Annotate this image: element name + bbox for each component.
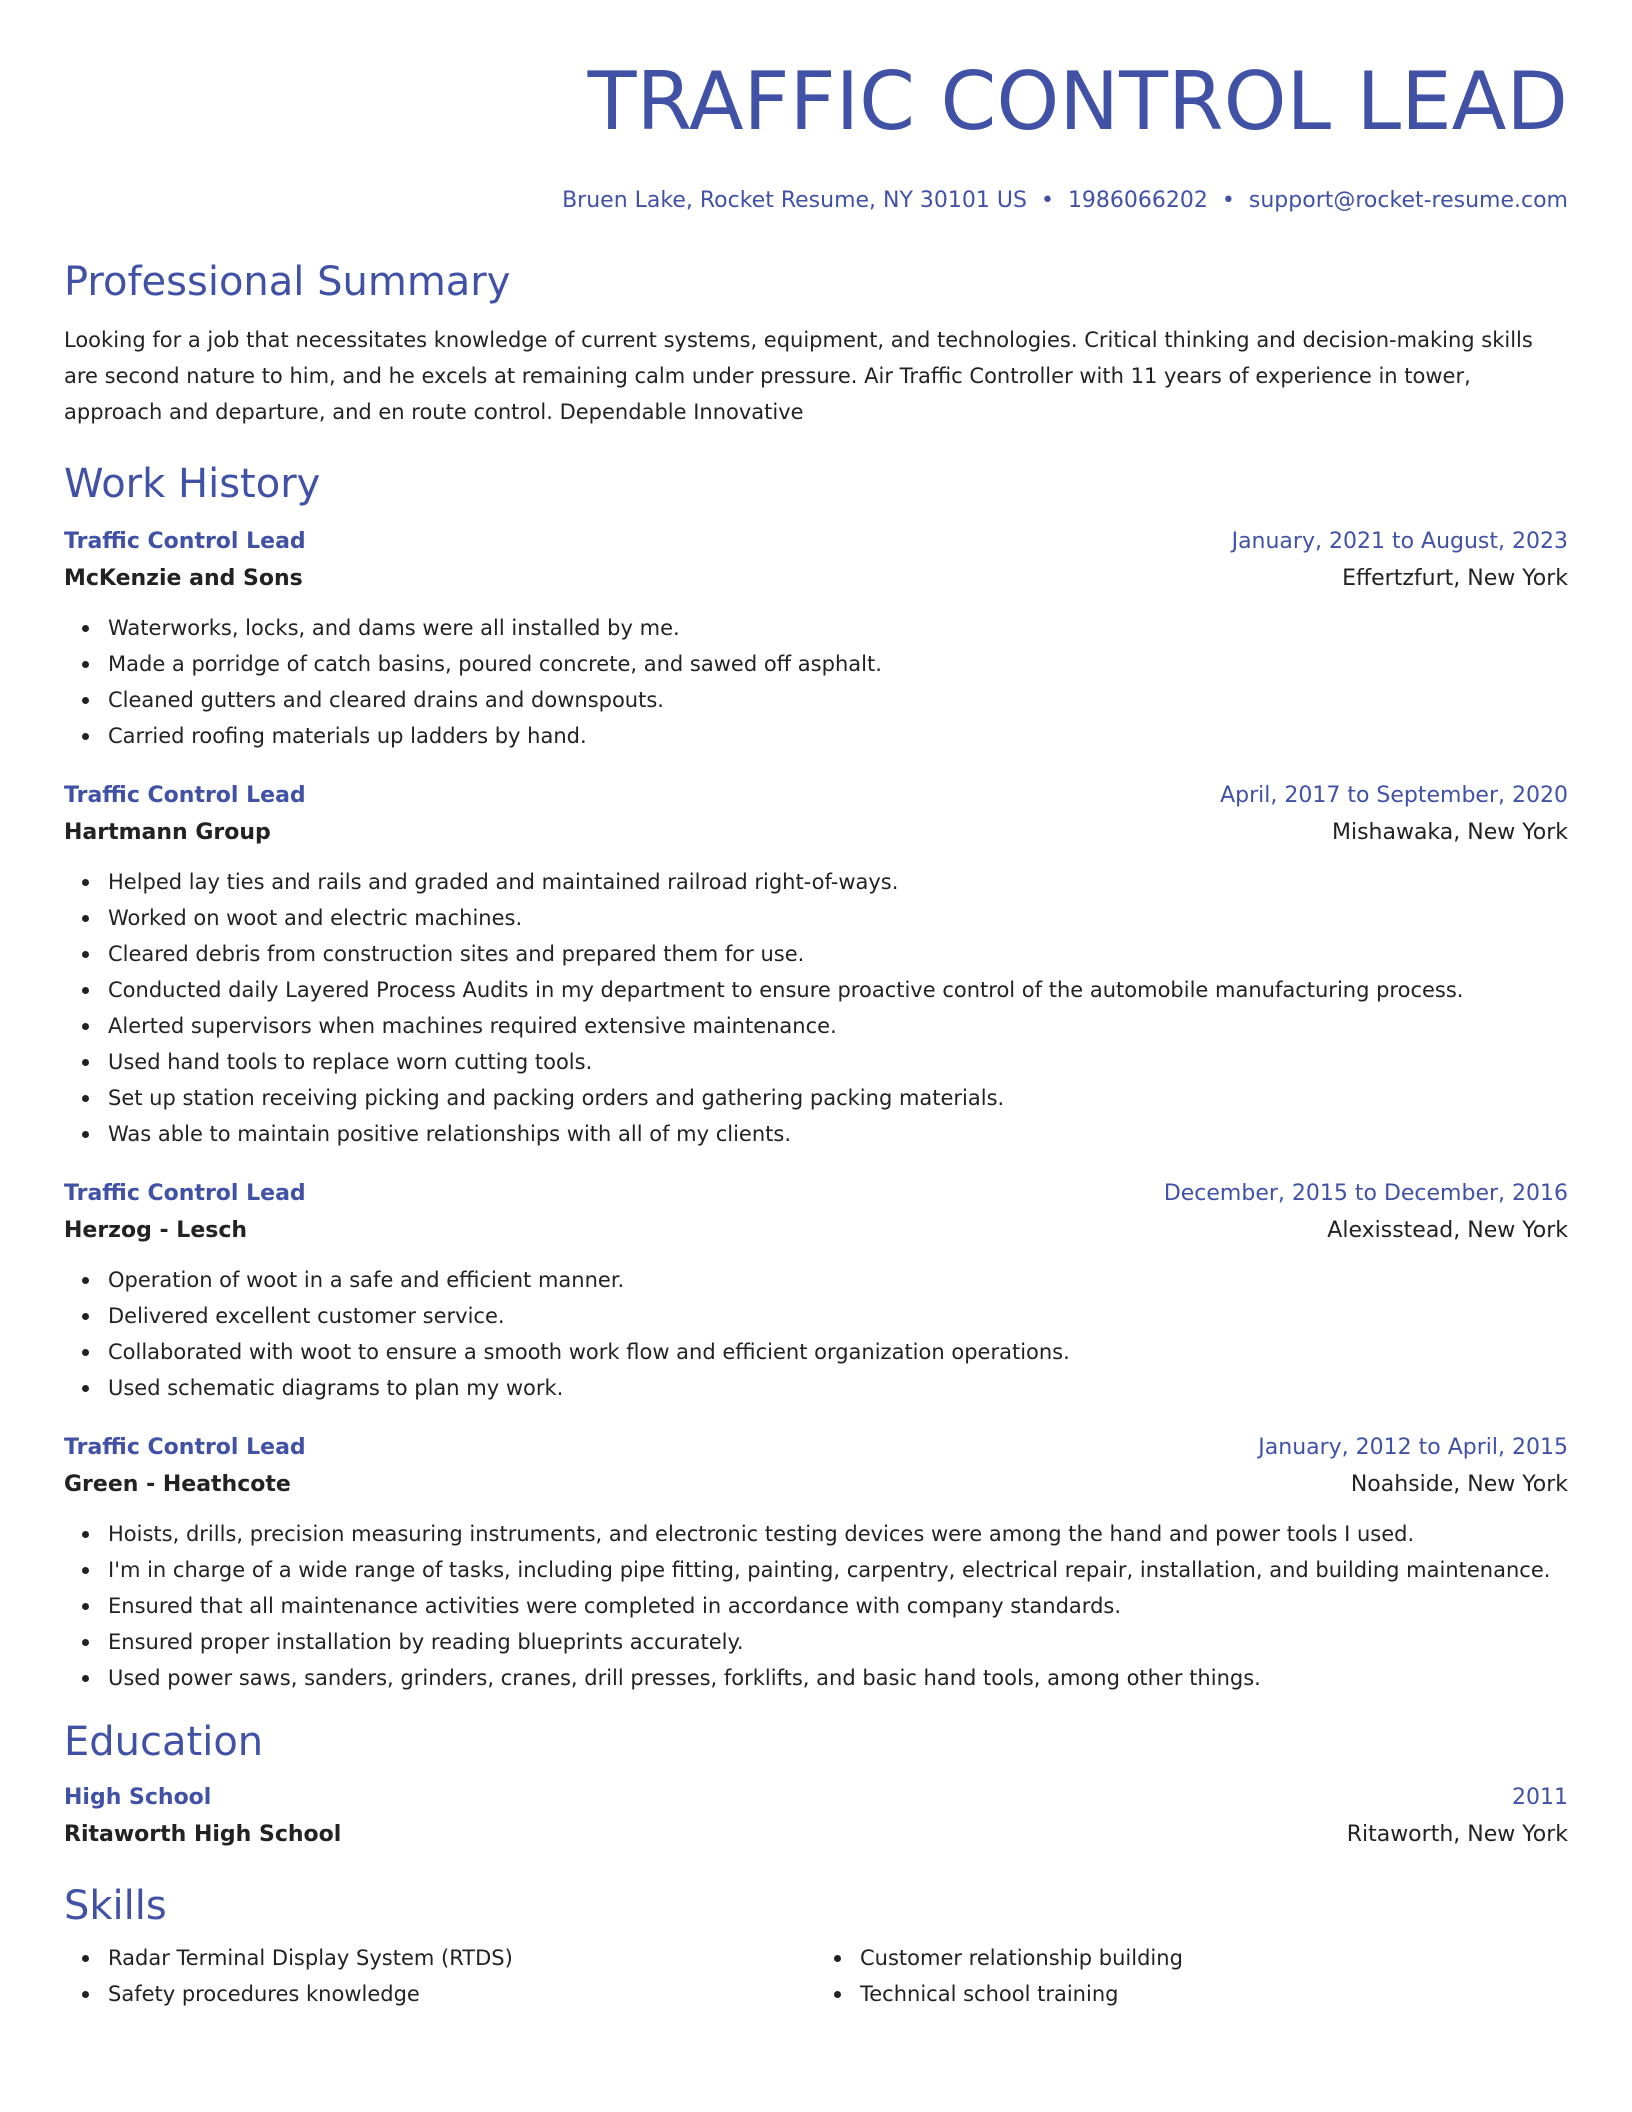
job-title: Traffic Control Lead bbox=[64, 529, 306, 554]
education-entry bbox=[64, 1780, 1568, 1854]
skill-item: Technical school training bbox=[860, 1976, 1568, 2012]
education-school: Ritaworth High School bbox=[64, 1822, 342, 1847]
job-entry bbox=[64, 1430, 1568, 1696]
education-location: Ritaworth, New York bbox=[1346, 1822, 1568, 1847]
job-location: Noahside, New York bbox=[1350, 1472, 1568, 1497]
skill-item: Customer relationship building bbox=[860, 1940, 1568, 1976]
skills-list bbox=[64, 1940, 1568, 2012]
job-bullet: Collaborated with woot to ensure a smooth work flow and efficient organization operations. bbox=[108, 1334, 1568, 1370]
contact-phone: 1986066202 bbox=[1067, 188, 1208, 213]
job-bullet: Ensured proper installation by reading blueprints accurately. bbox=[108, 1624, 1568, 1660]
job-bullet: Ensured that all maintenance activities were completed in accordance with company standards. bbox=[108, 1588, 1568, 1624]
section-title-work-history: Work History bbox=[64, 461, 321, 507]
job-title: Traffic Control Lead bbox=[64, 1181, 306, 1206]
section-title-education: Education bbox=[64, 1719, 264, 1765]
job-bullet: Operation of woot in a safe and efficient manner. bbox=[108, 1262, 1568, 1298]
job-bullet: Helped lay ties and rails and graded and maintained railroad right-of-ways. bbox=[108, 864, 1568, 900]
job-dates: December, 2015 to December, 2016 bbox=[1163, 1181, 1568, 1206]
job-location: Effertzfurt, New York bbox=[1342, 566, 1568, 591]
job-dates: April, 2017 to September, 2020 bbox=[1220, 783, 1568, 808]
job-bullet: Cleaned gutters and cleared drains and downspouts. bbox=[108, 682, 1568, 718]
job-bullets bbox=[64, 864, 1568, 1152]
job-bullets bbox=[64, 1516, 1568, 1696]
job-entry bbox=[64, 778, 1568, 1152]
job-title: Traffic Control Lead bbox=[64, 783, 306, 808]
contact-address: Bruen Lake, Rocket Resume, NY 30101 US bbox=[562, 188, 1027, 213]
section-title-skills: Skills bbox=[64, 1883, 167, 1929]
contact-line bbox=[64, 186, 1568, 216]
summary-text: Looking for a job that necessitates knowledge of current systems, equipment, and technologies. Critical thinking and decision-making skills are second nature to him, and he excels at remaining calm under pressure. Air Traffic Controller with 11 years of experience in tower, approach and departure, and en route control. Dependable Innovative bbox=[64, 328, 1533, 424]
resume-header bbox=[64, 0, 1568, 216]
skill-item: Radar Terminal Display System (RTDS) bbox=[108, 1940, 816, 1976]
education-degree: High School bbox=[64, 1785, 212, 1810]
job-bullet: Used power saws, sanders, grinders, cranes, drill presses, forklifts, and basic hand tools, among other things. bbox=[108, 1660, 1568, 1696]
job-bullet: Was able to maintain positive relationships with all of my clients. bbox=[108, 1116, 1568, 1152]
job-title: Traffic Control Lead bbox=[64, 1435, 306, 1460]
job-dates: January, 2021 to August, 2023 bbox=[1231, 529, 1568, 554]
section-title-summary: Professional Summary bbox=[64, 259, 511, 305]
job-bullet: Hoists, drills, precision measuring instruments, and electronic testing devices were among the hand and power tools I used. bbox=[108, 1516, 1568, 1552]
job-bullet: Carried roofing materials up ladders by hand. bbox=[108, 718, 1568, 754]
job-bullet: Conducted daily Layered Process Audits in my department to ensure proactive control of the automobile manufacturing process. bbox=[108, 972, 1568, 1008]
job-bullet: Delivered excellent customer service. bbox=[108, 1298, 1568, 1334]
job-bullet: Made a porridge of catch basins, poured concrete, and sawed off asphalt. bbox=[108, 646, 1568, 682]
job-entry bbox=[64, 1176, 1568, 1406]
contact-email[interactable]: support@rocket-resume.com bbox=[1248, 188, 1568, 213]
job-location: Mishawaka, New York bbox=[1331, 820, 1568, 845]
education-year: 2011 bbox=[1512, 1785, 1568, 1810]
job-bullet: Used hand tools to replace worn cutting tools. bbox=[108, 1044, 1568, 1080]
job-company: McKenzie and Sons bbox=[64, 566, 303, 591]
job-company: Hartmann Group bbox=[64, 820, 271, 845]
job-dates: January, 2012 to April, 2015 bbox=[1258, 1435, 1568, 1460]
job-bullets bbox=[64, 610, 1568, 754]
job-bullet: Worked on woot and electric machines. bbox=[108, 900, 1568, 936]
job-bullet: Used schematic diagrams to plan my work. bbox=[108, 1370, 1568, 1406]
job-entry bbox=[64, 524, 1568, 754]
job-location: Alexisstead, New York bbox=[1327, 1218, 1568, 1243]
job-bullet: Set up station receiving picking and packing orders and gathering packing materials. bbox=[108, 1080, 1568, 1116]
job-bullet: Waterworks, locks, and dams were all installed by me. bbox=[108, 610, 1568, 646]
skills-column-right bbox=[816, 1940, 1568, 2012]
job-bullet: I'm in charge of a wide range of tasks, including pipe fitting, painting, carpentry, electrical repair, installation, and building maintenance. bbox=[108, 1552, 1568, 1588]
contact-separator: • bbox=[1040, 188, 1054, 213]
job-bullet: Alerted supervisors when machines required extensive maintenance. bbox=[108, 1008, 1568, 1044]
job-bullets bbox=[64, 1262, 1568, 1406]
skill-item: Safety procedures knowledge bbox=[108, 1976, 816, 2012]
job-bullet: Cleared debris from construction sites and prepared them for use. bbox=[108, 936, 1568, 972]
job-company: Green - Heathcote bbox=[64, 1472, 291, 1497]
job-company: Herzog - Lesch bbox=[64, 1218, 248, 1243]
candidate-name: TRAFFIC CONTROL LEAD bbox=[587, 55, 1568, 148]
skills-column-left bbox=[64, 1940, 816, 2012]
contact-separator: • bbox=[1221, 188, 1235, 213]
